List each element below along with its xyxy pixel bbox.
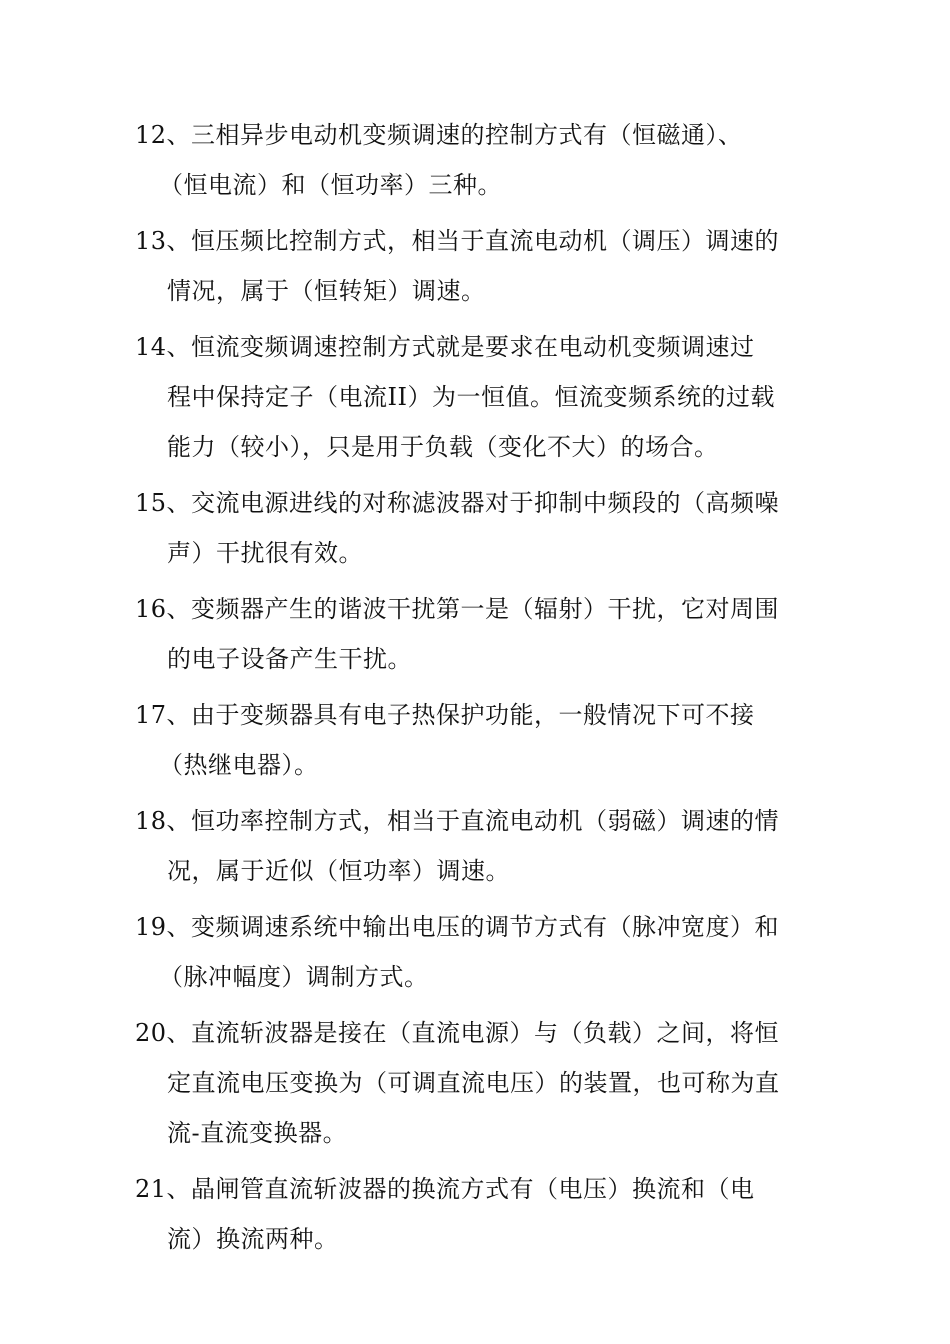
question-line: 16、变频器产生的谐波干扰第一是（辐射）干扰，它对周围: [135, 595, 780, 623]
question-item-18: [135, 796, 835, 896]
question-line: 情况，属于（恒转矩）调速。: [167, 277, 486, 305]
question-item-17: [135, 690, 835, 790]
question-item-12: [135, 110, 835, 210]
question-line: 能力（较小），只是用于负载（变化不大）的场合。: [167, 433, 719, 461]
question-item-14: [135, 322, 835, 472]
question-line: 19、变频调速系统中输出电压的调节方式有（脉冲宽度）和: [135, 913, 780, 941]
question-line: 20、直流斩波器是接在（直流电源）与（负载）之间，将恒: [135, 1019, 780, 1047]
question-line: 程中保持定子（电流II）为一恒值。恒流变频系统的过载: [167, 383, 775, 411]
question-line: 声）干扰很有效。: [167, 539, 363, 567]
question-line: （脉冲幅度）调制方式。: [159, 963, 429, 991]
question-item-13: [135, 216, 835, 316]
question-line: 15、交流电源进线的对称滤波器对于抑制中频段的（高频噪: [135, 489, 780, 517]
question-list: [135, 110, 835, 1270]
question-line: 况，属于近似（恒功率）调速。: [167, 857, 510, 885]
question-line: 流-直流变换器。: [167, 1119, 348, 1147]
question-line: 17、由于变频器具有电子热保护功能，一般情况下可不接: [135, 701, 755, 729]
question-line: 14、恒流变频调速控制方式就是要求在电动机变频调速过: [135, 333, 755, 361]
question-line: 13、恒压频比控制方式，相当于直流电动机（调压）调速的: [135, 227, 780, 255]
question-item-15: [135, 478, 835, 578]
question-item-20: [135, 1008, 835, 1158]
question-line: 的电子设备产生干扰。: [167, 645, 412, 673]
question-line: 流）换流两种。: [167, 1225, 339, 1253]
question-line: （恒电流）和（恒功率）三种。: [159, 171, 502, 199]
question-item-19: [135, 902, 835, 1002]
question-line: 18、恒功率控制方式，相当于直流电动机（弱磁）调速的情: [135, 807, 780, 835]
question-line: （热继电器）。: [159, 751, 319, 779]
question-line: 21、晶闸管直流斩波器的换流方式有（电压）换流和（电: [135, 1175, 755, 1203]
question-line: 12、三相异步电动机变频调速的控制方式有（恒磁通）、: [135, 121, 743, 149]
question-item-21: [135, 1164, 835, 1264]
question-item-16: [135, 584, 835, 684]
question-line: 定直流电压变换为（可调直流电压）的装置，也可称为直: [167, 1069, 780, 1097]
